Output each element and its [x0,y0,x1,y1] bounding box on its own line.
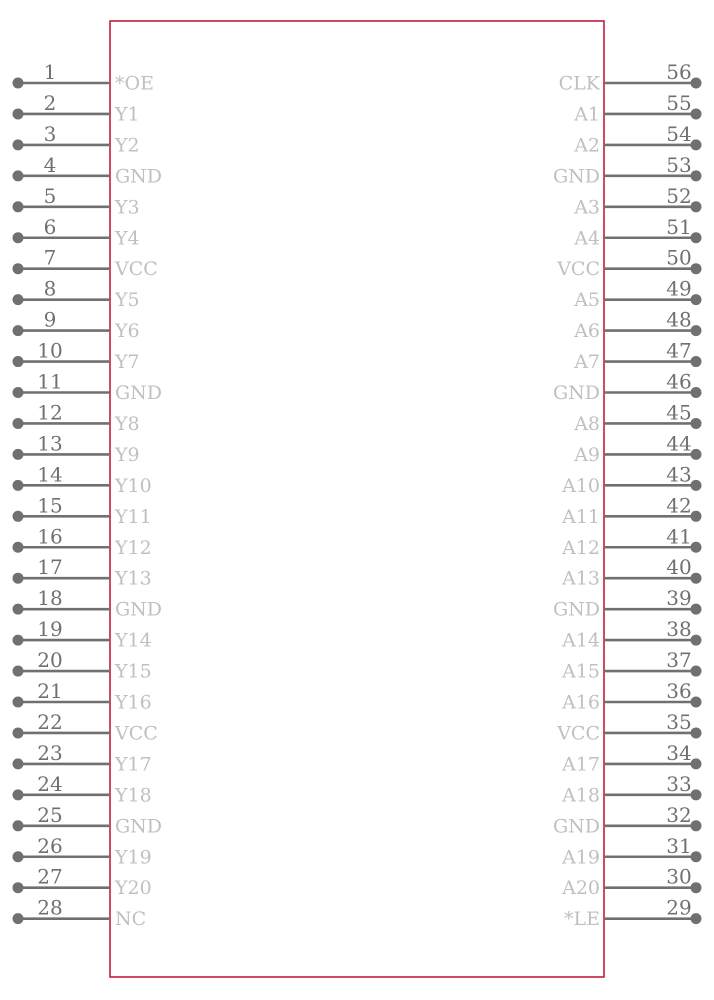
pin-terminal-dot [691,758,702,769]
pin-name: Y3 [115,196,140,219]
pin-terminal-dot [691,78,702,89]
pin-number: 12 [37,400,63,425]
pin-number: 47 [666,338,692,363]
pin-number: 41 [666,524,692,549]
pin-number: 16 [37,524,63,549]
pin-name: GND [115,165,163,188]
pin-number: 10 [37,338,63,363]
pin-number: 30 [666,864,692,889]
pin-number: 33 [666,771,692,796]
pin-terminal-dot [691,635,702,646]
pin-28 [13,896,147,931]
pin-20 [13,648,152,683]
pin-33 [561,772,701,807]
pin-27 [13,865,152,900]
pin-number: 27 [37,864,63,889]
pin-terminal-dot [13,263,24,274]
pin-name: Y13 [115,567,152,590]
pin-name: *OE [115,72,154,95]
pin-terminal-dot [13,666,24,677]
pin-terminal-dot [691,418,702,429]
pin-number: 20 [37,648,63,673]
pin-name: Y7 [115,351,140,374]
pin-terminal-dot [691,387,702,398]
pin-7 [13,246,158,281]
pin-name: Y20 [115,877,152,900]
pin-31 [561,834,701,869]
pin-terminal-dot [691,325,702,336]
pin-54 [573,122,701,157]
pin-34 [561,741,701,776]
pin-number: 46 [666,369,692,394]
pin-22 [13,710,158,745]
pin-name: A7 [574,351,600,374]
pin-terminal-dot [691,263,702,274]
pin-terminal-dot [13,604,24,615]
pin-number: 31 [666,833,692,858]
pin-name: A8 [574,412,600,435]
pin-terminal-dot [691,201,702,212]
pin-49 [573,277,701,312]
pin-42 [561,493,701,528]
pin-terminal-dot [13,789,24,800]
pin-terminal-dot [13,294,24,305]
pin-terminal-dot [13,139,24,150]
pin-number: 43 [666,462,692,487]
pin-name: A3 [574,196,600,219]
ic-body-outline [110,21,604,977]
pin-32 [553,803,702,838]
pin-terminal-dot [13,758,24,769]
pin-name: GND [115,815,163,838]
pin-name: A2 [574,134,600,157]
pin-terminal-dot [13,449,24,460]
pin-56 [559,60,702,95]
pin-number: 8 [43,276,57,301]
pin-17 [13,555,152,590]
pin-name: Y18 [115,784,152,807]
pin-terminal-dot [13,882,24,893]
pin-name: Y17 [115,753,152,776]
pin-terminal-dot [691,232,702,243]
pin-name: Y11 [115,505,152,528]
pin-terminal-dot [691,789,702,800]
pin-number: 5 [43,183,57,208]
pin-12 [13,400,140,435]
pin-9 [13,308,140,343]
pin-number: 34 [666,740,692,765]
pin-14 [13,462,152,497]
pin-terminal-dot [13,820,24,831]
pin-52 [573,184,701,219]
pin-number: 9 [43,307,57,332]
pin-30 [561,865,701,900]
pin-name: A10 [562,474,600,497]
pin-number: 4 [43,152,57,177]
pin-23 [13,741,152,776]
pin-name: VCC [115,722,158,745]
pin-terminal-dot [13,418,24,429]
pin-number: 25 [37,802,63,827]
pin-44 [573,431,701,466]
pin-18 [13,586,163,621]
pin-number: 7 [43,245,57,270]
pin-terminal-dot [13,325,24,336]
pin-35 [556,710,701,745]
pin-55 [573,91,701,126]
pin-terminal-dot [691,480,702,491]
pin-terminal-dot [691,882,702,893]
pin-26 [13,834,152,869]
pin-number: 48 [666,307,692,332]
pin-name: A18 [562,784,600,807]
pin-terminal-dot [691,294,702,305]
pin-number: 39 [666,586,692,611]
pin-number: 23 [37,740,63,765]
pin-terminal-dot [13,697,24,708]
pin-name: Y15 [115,660,152,683]
pin-name: GND [115,382,163,404]
pin-number: 28 [37,895,63,920]
pin-name: A15 [562,660,600,683]
pin-number: 44 [666,431,692,456]
pin-name: A17 [562,753,600,776]
pin-number: 3 [43,121,57,146]
pin-terminal-dot [13,913,24,924]
pin-47 [573,339,701,374]
pin-number: 55 [666,90,692,115]
pin-name: Y5 [115,289,140,312]
pin-terminal-dot [691,449,702,460]
pin-terminal-dot [691,573,702,584]
pin-3 [13,122,140,157]
pin-number: 32 [666,802,692,827]
pin-number: 11 [37,369,63,394]
pin-53 [553,153,702,188]
pin-24 [13,772,152,807]
pin-name: A6 [574,320,600,343]
pin-name: A11 [562,505,600,528]
pin-name: Y8 [115,412,140,435]
pin-36 [561,679,701,714]
pin-number: 51 [666,214,692,239]
pin-number: 26 [37,833,63,858]
pin-39 [553,586,702,621]
pin-5 [13,184,140,219]
pin-46 [553,370,702,405]
pin-number: 17 [37,555,63,580]
pin-name: GND [552,815,600,838]
pin-terminal-dot [13,573,24,584]
pin-name: A4 [574,227,600,250]
pin-number: 53 [666,152,692,177]
pin-4 [13,153,163,188]
pin-terminal-dot [691,511,702,522]
pin-10 [13,339,140,374]
pin-number: 2 [43,90,57,115]
pin-name: A1 [574,103,600,126]
pin-number: 42 [666,493,692,518]
pin-50 [556,246,701,281]
pin-terminal-dot [691,542,702,553]
pin-name: VCC [115,258,158,281]
pin-name: Y14 [115,629,152,652]
pin-25 [13,803,163,838]
pin-name: Y16 [115,691,152,714]
pin-terminal-dot [691,108,702,119]
pin-terminal-dot [691,851,702,862]
pin-41 [561,524,701,559]
pin-37 [561,648,701,683]
pin-terminal-dot [13,170,24,181]
pin-terminal-dot [13,232,24,243]
pin-number: 35 [666,709,692,734]
pin-40 [561,555,701,590]
pin-21 [13,679,152,714]
pin-name: GND [552,598,600,621]
pin-6 [13,215,140,250]
pin-terminal-dot [13,542,24,553]
pin-terminal-dot [13,727,24,738]
pin-48 [573,308,701,343]
pin-terminal-dot [13,635,24,646]
pin-29 [564,896,702,931]
pin-terminal-dot [691,727,702,738]
pin-name: Y19 [115,846,152,869]
pin-number: 14 [37,462,63,487]
pin-terminal-dot [691,820,702,831]
pin-number: 45 [666,400,692,425]
pin-11 [13,370,163,405]
pin-name: *LE [564,908,600,931]
pin-terminal-dot [13,78,24,89]
pin-terminal-dot [691,697,702,708]
pin-name: Y6 [115,320,140,343]
pin-terminal-dot [691,170,702,181]
pin-number: 54 [666,121,692,146]
pin-number: 49 [666,276,692,301]
pin-number: 1 [43,60,57,84]
pin-43 [561,462,701,497]
pin-name: A14 [562,629,600,652]
pin-name: Y9 [115,443,140,466]
pin-terminal-dot [691,356,702,367]
right-pin-group [553,60,702,930]
pin-number: 6 [43,214,57,239]
pin-1 [13,60,154,95]
pin-name: A12 [562,536,600,559]
pin-terminal-dot [691,604,702,615]
pin-terminal-dot [13,851,24,862]
pin-terminal-dot [691,139,702,150]
pin-name: Y10 [115,474,152,497]
pin-51 [573,215,701,250]
pin-number: 29 [666,895,692,920]
pin-number: 22 [37,709,63,734]
pin-name: GND [552,165,600,188]
pin-name: A16 [562,691,600,714]
pin-terminal-dot [13,108,24,119]
pin-number: 56 [666,60,692,84]
pin-name: Y4 [115,227,140,250]
pin-number: 37 [666,648,692,673]
pin-16 [13,524,152,559]
pin-19 [13,617,152,652]
pin-name: CLK [558,72,600,95]
pin-2 [13,91,140,126]
pin-name: GND [115,598,163,621]
pin-13 [13,431,140,466]
pin-name: VCC [557,258,600,281]
pin-terminal-dot [13,511,24,522]
pin-name: Y2 [115,134,140,157]
pin-name: A9 [574,443,600,466]
pin-name: Y12 [115,536,152,559]
pin-name: VCC [557,722,600,745]
pin-terminal-dot [13,201,24,212]
pin-number: 36 [666,679,692,703]
pin-number: 13 [37,431,63,456]
pin-number: 24 [37,771,63,796]
pin-15 [13,493,152,528]
pin-terminal-dot [13,480,24,491]
pin-number: 40 [666,555,692,580]
left-pin-group [13,60,163,930]
pin-name: Y1 [115,103,140,126]
pin-number: 38 [666,617,692,642]
pin-terminal-dot [691,666,702,677]
pin-38 [561,617,701,652]
pin-number: 21 [37,679,63,703]
pin-name: NC [115,908,147,931]
pin-number: 50 [666,245,692,270]
pin-name: A5 [574,289,600,312]
pin-name: A13 [562,567,600,590]
pin-8 [13,277,140,312]
pin-number: 19 [37,617,63,642]
pin-name: A19 [562,846,600,869]
pin-number: 18 [37,586,63,611]
pin-name: GND [552,382,600,404]
pin-number: 15 [37,493,63,518]
pin-terminal-dot [13,387,24,398]
pin-name: A20 [562,877,600,900]
pin-terminal-dot [13,356,24,367]
pin-45 [573,400,701,435]
pin-number: 52 [666,183,692,208]
pin-terminal-dot [691,913,702,924]
